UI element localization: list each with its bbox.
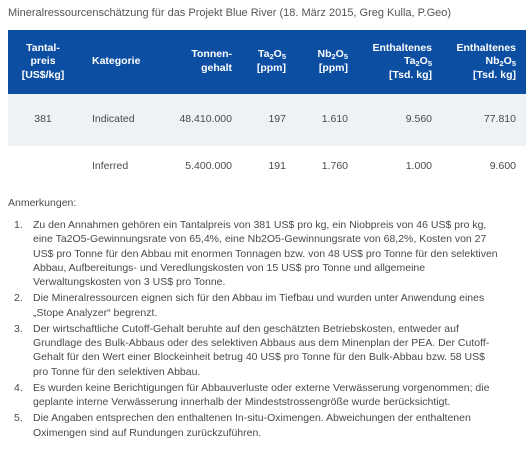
cell-ta2o5: 197: [242, 94, 296, 146]
note-item: 3. Der wirtschaftliche Cutoff-Gehalt beruhte auf den geschätzten Betriebskosten, entweder auf Grundlage des Bulk-Abbaus oder des selektiven Abbaus aus dem Minenplan der PEA. Der Cutoff- Gehalt für den Wert einer Blockeinheit betrug 40 US$ pro Tonne für den Bulk-Abbau bzw. 58 US$ pro Tonne für den selektiven Abbau.: [14, 322, 490, 378]
cell-tonnage: 48.410.000: [150, 94, 242, 146]
note-number: 5.: [14, 412, 23, 425]
header-ta2o5: $Ta_2O_5$ [ppm]: [242, 30, 296, 94]
header-price: Tantal- preis [US$/kg]: [8, 30, 78, 94]
cell-nb2o5: 1.760: [296, 146, 358, 188]
header-contained-ta2o5: Enthaltenes $Ta_2O_5$ [Tsd. kg]: [358, 30, 442, 94]
note-number: 1.: [14, 219, 23, 231]
note-number: 3.: [14, 322, 23, 335]
cell-contained-ta2o5: 1.000: [358, 146, 442, 188]
cell-price: 381: [8, 94, 78, 146]
cell-contained-nb2o5: 9.600: [442, 146, 526, 188]
note-item: 1. Zu den Annahmen gehören ein Tantalpreis von 381 US$ pro kg, ein Niobpreis von 46 US$ pro kg, eine Ta2O5-Gewinnungsrate von 65,4%, eine Nb2O5-Gewinnungsrate von 68,2%, Kosten von 27 US$ pro Tonne für den Abbau mit enormen Tonnagen bzw. von 48 US$ pro Tonne für den selektiven Abbau, Aufbereitungs- und Veredlungskosten von 15 US$ pro Tonne und allgemeine Verwaltungskosten von 3 US$ pro Tonne.: [14, 219, 498, 289]
cell-category: Inferred: [78, 146, 150, 188]
cell-category: Indicated: [78, 94, 150, 146]
table-row: [8, 94, 526, 146]
header-tonnage: Tonnen- gehalt: [150, 30, 242, 94]
report-title: Mineralressourcenschätzung für das Projekt Blue River (18. März 2015, Greg Kulla, P.Geo): [8, 7, 452, 19]
cell-ta2o5: 191: [242, 146, 296, 188]
notes-list: [14, 218, 520, 442]
table-header-row: [8, 30, 526, 94]
notes-heading: Anmerkungen:: [8, 197, 77, 209]
header-category: Kategorie: [78, 30, 150, 94]
note-item: 5. Die Angaben entsprechen den enthaltenen In-situ-Oximengen. Abweichungen der enthaltenen Oximengen sind auf Rundungen zurückzuführen.: [14, 412, 471, 439]
cell-contained-nb2o5: 77.810: [442, 94, 526, 146]
note-item: 2. Die Mineralressourcen eignen sich für den Abbau im Tiefbau und wurden unter Anwendung eines „Stope Analyzer“ begrenzt.: [14, 292, 485, 319]
resource-table: [8, 30, 526, 188]
header-contained-nb2o5: Enthaltenes $Nb_2O_5$ [Tsd. kg]: [442, 30, 526, 94]
cell-price: [8, 146, 78, 188]
cell-contained-ta2o5: 9.560: [358, 94, 442, 146]
header-nb2o5: $Nb_2O_5$ [ppm]: [296, 30, 358, 94]
cell-nb2o5: 1.610: [296, 94, 358, 146]
cell-tonnage: 5.400.000: [150, 146, 242, 188]
note-number: 4.: [14, 381, 23, 394]
note-number: 2.: [14, 292, 23, 305]
note-item: 4. Es wurden keine Berichtigungen für Abbauverluste oder externe Verwässerung vorgenommen; die geplante interne Verwässerung innerhalb der Mindeststrossengröße wurde berücksichtigt.: [14, 381, 490, 409]
table-row: [8, 146, 526, 188]
